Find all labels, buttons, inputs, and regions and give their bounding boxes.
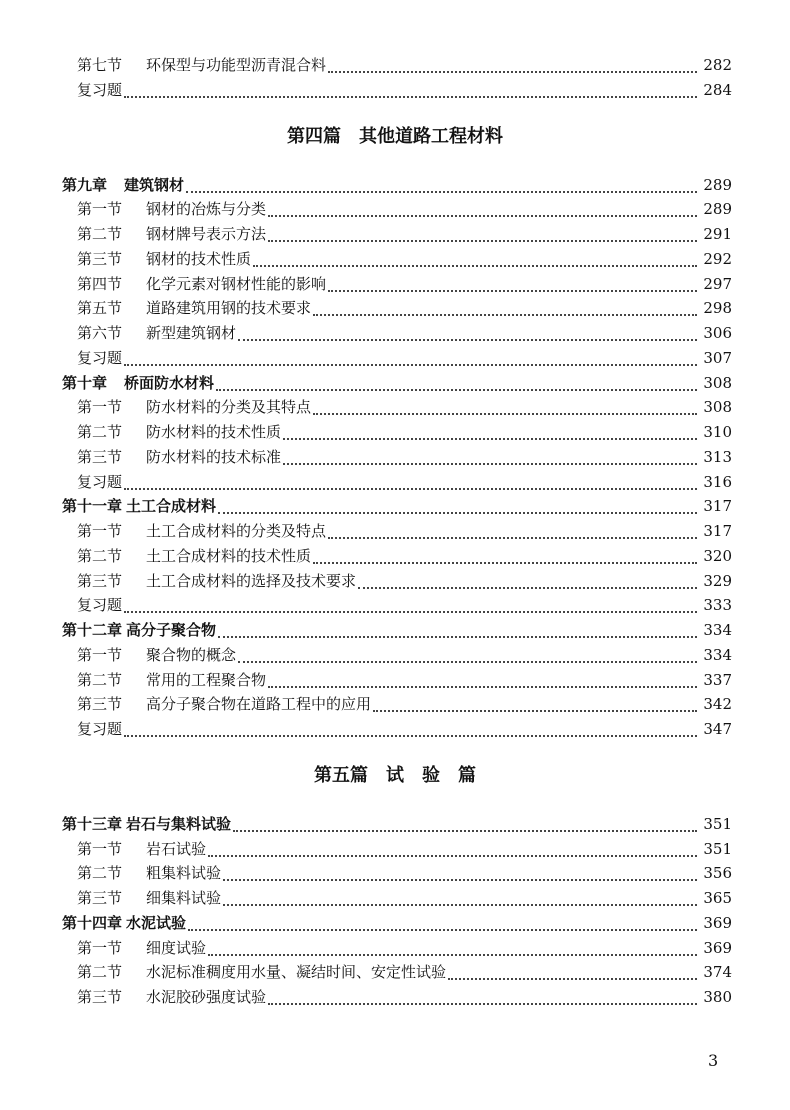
entry-title: 高分子聚合物在道路工程中的应用 (146, 695, 372, 714)
dot-leader (268, 226, 697, 242)
entry-title: 钢材的技术性质 (146, 249, 252, 268)
entry-page-number: 292 (703, 249, 732, 268)
entry-page-number: 369 (703, 938, 732, 957)
entry-page-number: 284 (703, 80, 732, 99)
entry-page-number: 308 (703, 398, 732, 417)
entry-page-number: 308 (703, 373, 732, 392)
entry-number: 第三节 (77, 249, 123, 268)
entry-page-number: 289 (703, 175, 732, 194)
toc-section-entry[interactable] (77, 692, 732, 716)
dot-leader (188, 915, 697, 931)
dot-leader (313, 399, 697, 415)
toc-section-entry[interactable] (77, 53, 732, 77)
dot-leader (268, 201, 697, 217)
entry-number: 第五节 (77, 299, 123, 318)
entry-title: 防水材料的分类及其特点 (146, 398, 312, 417)
entry-number: 第六节 (77, 324, 123, 342)
dot-leader (124, 597, 697, 613)
dot-leader (233, 816, 697, 832)
dot-leader (124, 721, 697, 737)
dot-leader (186, 177, 697, 193)
toc-section-entry[interactable] (77, 886, 732, 910)
entry-page-number: 317 (703, 497, 732, 516)
entry-page-number: 333 (703, 596, 732, 615)
entry-title: 复习题 (77, 348, 123, 367)
entry-title: 粗集料试验 (146, 864, 222, 883)
toc-chapter-entry[interactable] (62, 911, 732, 935)
dot-leader (218, 498, 697, 514)
entry-page-number: 369 (703, 913, 732, 932)
entry-page-number: 337 (703, 670, 732, 689)
toc-section-entry[interactable] (77, 668, 732, 692)
dot-leader (124, 350, 697, 366)
toc-review-entry[interactable] (77, 717, 732, 741)
entry-title: 细度试验 (146, 938, 207, 957)
toc-section-entry[interactable] (77, 222, 732, 246)
entry-page-number: 317 (703, 522, 732, 540)
entry-number: 第二节 (77, 423, 123, 441)
entry-page-number: 365 (703, 889, 732, 907)
entry-title: 道路建筑用钢的技术要求 (146, 299, 312, 318)
entry-number: 第一节 (77, 200, 123, 219)
entry-page-number: 351 (703, 814, 732, 833)
dot-leader (313, 300, 697, 316)
entry-title: 水泥标准稠度用水量、凝结时间、安定性试验 (146, 963, 447, 982)
toc-chapter-entry[interactable] (62, 812, 732, 836)
entry-number: 第一节 (77, 839, 123, 858)
entry-title: 防水材料的技术标准 (146, 447, 282, 466)
dot-leader (216, 375, 697, 391)
dot-leader (373, 696, 697, 712)
entry-page-number: 347 (703, 720, 732, 738)
dot-leader (283, 449, 697, 465)
toc-section-entry[interactable] (77, 445, 732, 469)
entry-title: 复习题 (77, 80, 123, 99)
entry-number: 第二节 (77, 670, 123, 689)
entry-page-number: 291 (703, 225, 732, 243)
entry-title: 土工合成材料的技术性质 (146, 546, 312, 565)
toc-chapter-entry[interactable] (62, 371, 732, 395)
toc-chapter-entry[interactable] (62, 173, 732, 197)
entry-number: 第二节 (77, 546, 123, 565)
entry-number: 第一节 (77, 645, 123, 664)
dot-leader (313, 548, 697, 564)
entry-page-number: 297 (703, 274, 732, 293)
toc-review-entry[interactable] (77, 593, 732, 617)
entry-number: 第十章 (62, 373, 108, 392)
entry-title: 水泥胶砂强度试验 (146, 988, 267, 1006)
entry-title: 岩石与集料试验 (126, 814, 232, 833)
entry-number: 第一节 (77, 522, 123, 540)
page-number: 3 (708, 1051, 719, 1070)
entry-page-number: 334 (703, 645, 732, 664)
entry-title: 复习题 (77, 720, 123, 738)
toc-section-entry[interactable] (77, 936, 732, 960)
toc-section-entry[interactable] (77, 861, 732, 885)
toc-section-entry[interactable] (77, 837, 732, 861)
entry-page-number: 282 (703, 56, 732, 74)
toc-section-entry[interactable] (77, 643, 732, 667)
entry-number: 第九章 (62, 175, 108, 194)
dot-leader (208, 940, 697, 956)
dot-leader (253, 251, 697, 267)
entry-number: 第十四章 (62, 913, 123, 932)
entry-page-number: 342 (703, 695, 732, 714)
toc-review-entry[interactable] (77, 346, 732, 370)
entry-title: 复习题 (77, 596, 123, 615)
entry-page-number: 298 (703, 299, 732, 318)
dot-leader (218, 622, 697, 638)
entry-title: 土工合成材料的分类及特点 (146, 522, 327, 540)
dot-leader (124, 82, 697, 98)
entry-title: 建筑钢材 (124, 175, 185, 194)
toc-section-entry[interactable] (77, 247, 732, 271)
entry-title: 土工合成材料 (126, 497, 217, 516)
entry-title: 新型建筑钢材 (146, 324, 237, 342)
entry-page-number: 289 (703, 200, 732, 219)
dot-leader (328, 276, 697, 292)
toc-section-entry[interactable] (77, 569, 732, 593)
toc-chapter-entry[interactable] (62, 618, 732, 642)
entry-number: 第十二章 (62, 621, 123, 639)
entry-number: 第十三章 (62, 814, 123, 833)
entry-title: 常用的工程聚合物 (146, 670, 267, 689)
entry-number: 第三节 (77, 571, 123, 590)
toc-section-entry[interactable] (77, 420, 732, 444)
entry-title: 钢材牌号表示方法 (146, 225, 267, 243)
entry-title: 环保型与功能型沥青混合料 (146, 56, 327, 74)
dot-leader (328, 523, 697, 539)
entry-page-number: 351 (703, 839, 732, 858)
toc-chapter-entry[interactable] (62, 494, 732, 518)
entry-page-number: 356 (703, 864, 732, 883)
toc-section-entry[interactable] (77, 519, 732, 543)
toc-section-entry[interactable] (77, 321, 732, 345)
toc-section-entry[interactable] (77, 197, 732, 221)
entry-title: 细集料试验 (146, 889, 222, 907)
entry-page-number: 320 (703, 546, 732, 565)
entry-page-number: 316 (703, 472, 732, 491)
dot-leader (223, 865, 697, 881)
entry-page-number: 306 (703, 324, 732, 342)
entry-number: 第三节 (77, 447, 123, 466)
toc-review-entry[interactable] (77, 78, 732, 102)
entry-number: 第二节 (77, 864, 123, 883)
entry-title: 土工合成材料的选择及技术要求 (146, 571, 357, 590)
toc-section-entry[interactable] (77, 960, 732, 984)
entry-page-number: 374 (703, 963, 732, 982)
entry-number: 第三节 (77, 695, 123, 714)
entry-page-number: 313 (703, 447, 732, 466)
entry-title: 岩石试验 (146, 839, 207, 858)
part-title: 第五篇 试 验 篇 (314, 764, 476, 786)
entry-number: 第四节 (77, 274, 123, 293)
entry-page-number: 307 (703, 348, 732, 367)
toc-section-entry[interactable] (77, 985, 732, 1009)
entry-title: 水泥试验 (126, 913, 187, 932)
toc-section-entry[interactable] (77, 296, 732, 320)
entry-number: 第二节 (77, 963, 123, 982)
dot-leader (268, 989, 697, 1005)
toc-section-entry[interactable] (77, 272, 732, 296)
entry-title: 桥面防水材料 (124, 373, 215, 392)
dot-leader (223, 890, 697, 906)
entry-page-number: 334 (703, 621, 732, 639)
entry-title: 化学元素对钢材性能的影响 (146, 274, 327, 293)
entry-number: 第一节 (77, 938, 123, 957)
entry-number: 第七节 (77, 56, 123, 74)
dot-leader (283, 424, 697, 440)
toc-section-entry[interactable] (77, 544, 732, 568)
dot-leader (448, 964, 697, 980)
entry-title: 复习题 (77, 472, 123, 491)
entry-number: 第三节 (77, 889, 123, 907)
entry-page-number: 329 (703, 571, 732, 590)
entry-number: 第十一章 (62, 497, 123, 516)
toc-section-entry[interactable] (77, 395, 732, 419)
entry-title: 聚合物的概念 (146, 645, 237, 664)
entry-number: 第一节 (77, 398, 123, 417)
entry-title: 防水材料的技术性质 (146, 423, 282, 441)
dot-leader (238, 325, 697, 341)
dot-leader (124, 474, 697, 490)
dot-leader (268, 672, 697, 688)
entry-page-number: 310 (703, 423, 732, 441)
part-title: 第四篇 其他道路工程材料 (287, 125, 503, 147)
dot-leader (328, 57, 697, 73)
entry-page-number: 380 (703, 988, 732, 1006)
entry-title: 高分子聚合物 (126, 621, 217, 639)
dot-leader (358, 573, 697, 589)
dot-leader (208, 841, 697, 857)
dot-leader (238, 647, 697, 663)
entry-title: 钢材的冶炼与分类 (146, 200, 267, 219)
toc-review-entry[interactable] (77, 470, 732, 494)
entry-number: 第三节 (77, 988, 123, 1006)
entry-number: 第二节 (77, 225, 123, 243)
